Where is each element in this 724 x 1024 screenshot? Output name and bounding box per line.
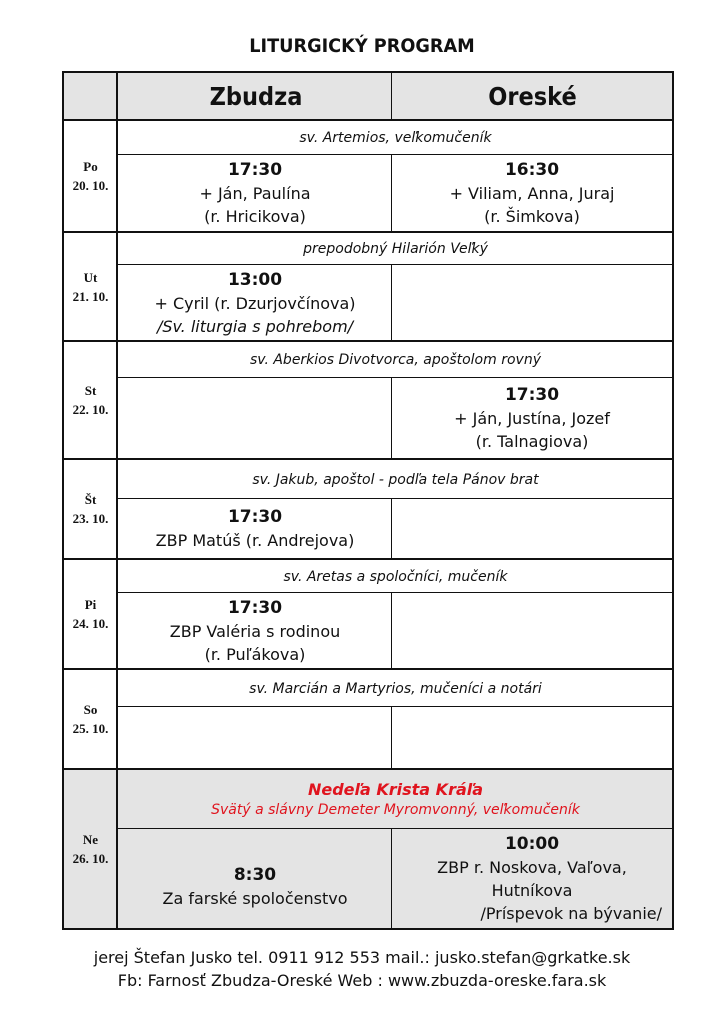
feast-divider: [117, 592, 672, 593]
mass-time: 10:00: [504, 833, 560, 854]
mass-time: 16:30: [504, 160, 560, 180]
mass-intention: ZBP Matúš (r. Andrejova): [155, 531, 355, 550]
column-divider: [391, 592, 392, 669]
mass-intention: + Cyril (r. Dzurjovčínova): [154, 293, 356, 313]
row-divider: [64, 668, 672, 670]
mass-cell-zbudza: [119, 829, 391, 936]
feast-title: sv. Aberkios Divotvorca, apoštolom rovný: [250, 352, 541, 368]
feast-cell: [119, 671, 672, 706]
header-column-divider: [391, 73, 392, 120]
mass-intention: ZBP Valéria s rodinou: [169, 621, 341, 641]
day-cell: [64, 232, 117, 341]
feast-cell: [119, 561, 672, 592]
web-line: Fb: Farnosť Zbudza-Oreské Web : www.zbuzda-oreske.fara.sk: [117, 971, 607, 990]
feast-title: Nedeľa Krista Kráľa: [307, 779, 484, 799]
mass-cell-oreske: [392, 593, 672, 669]
day-date: 23. 10.: [72, 511, 109, 526]
mass-time: 17:30: [227, 507, 283, 527]
feast-title: sv. Marcián a Martyrios, mučeníci a notári: [249, 680, 542, 697]
mass-note: /Sv. liturgia s pohrebom/: [156, 316, 354, 336]
feast-title: sv. Jakub, apoštol - podľa tela Pánov brat: [252, 471, 539, 488]
feast-divider: [117, 264, 672, 265]
mass-intention: (r. Šimkova): [484, 207, 580, 226]
day-date: 22. 10.: [72, 402, 109, 417]
mass-intention: Za farské spoločenstvo: [162, 888, 348, 908]
day-cell: [64, 341, 117, 459]
column-divider: [391, 377, 392, 459]
row-divider: [64, 558, 672, 560]
day-abbrev: St: [84, 383, 97, 398]
contact-line: jerej Štefan Jusko tel. 0911 912 553 mail.: jusko.stefan@grkatke.sk: [93, 948, 631, 967]
mass-cell-oreske: [392, 265, 672, 341]
column-divider: [391, 154, 392, 232]
mass-intention: (r. Hricikova): [204, 207, 306, 226]
mass-cell-oreske: [392, 707, 672, 769]
mass-time: 8:30: [233, 864, 277, 885]
day-date: 25. 10.: [72, 721, 109, 736]
day-abbrev: Pi: [84, 597, 97, 612]
feast-divider: [117, 377, 672, 378]
mass-time: 17:30: [227, 597, 283, 618]
mass-time: 17:30: [227, 160, 283, 180]
mass-intention: (r. Talnagiova): [475, 432, 589, 451]
feast-cell: [119, 122, 672, 154]
liturgy-table: [62, 71, 674, 930]
column-divider: [391, 706, 392, 769]
mass-cell-zbudza: [119, 265, 391, 341]
day-abbrev: Št: [84, 492, 97, 507]
column-header-zbudza: Zbudza: [209, 82, 303, 111]
day-date: 20. 10.: [72, 178, 109, 193]
mass-note: /Príspevok na bývanie/: [480, 903, 662, 923]
day-date: 24. 10.: [72, 616, 109, 631]
day-cell: [64, 669, 117, 769]
mass-cell-zbudza: [119, 707, 391, 769]
feast-cell: [119, 771, 672, 828]
day-date: 21. 10.: [72, 288, 109, 304]
mass-cell-zbudza: [119, 593, 391, 669]
feast-divider: [117, 154, 672, 155]
mass-intention: Hutníkova: [491, 880, 573, 900]
day-cell: [64, 120, 117, 232]
row-divider: [64, 231, 672, 233]
day-abbrev: So: [83, 702, 98, 717]
column-divider: [391, 828, 392, 928]
mass-intention: ZBP r. Noskova, Vaľova,: [437, 857, 627, 877]
row-divider: [64, 340, 672, 342]
row-divider: [64, 458, 672, 460]
mass-time: 17:30: [504, 385, 560, 405]
feast-cell: [119, 461, 672, 498]
feast-divider: [117, 498, 672, 499]
mass-cell-oreske: [392, 155, 672, 232]
feast-cell: [119, 343, 672, 377]
mass-cell-oreske: [392, 378, 672, 459]
row-divider: [64, 768, 672, 770]
feast-cell: [119, 234, 672, 264]
mass-intention: + Ján, Justína, Jozef: [454, 409, 610, 428]
mass-cell-zbudza: [119, 155, 391, 232]
day-abbrev: Ne: [82, 831, 99, 847]
feast-divider: [117, 706, 672, 707]
feast-divider: [117, 828, 672, 829]
column-divider: [391, 498, 392, 559]
column-header-oreske: Oreské: [488, 82, 577, 111]
mass-intention: (r. Puľákova): [204, 644, 306, 664]
day-cell: [64, 459, 117, 559]
date-column-divider: [116, 73, 118, 928]
column-divider: [391, 264, 392, 341]
day-abbrev: Po: [83, 159, 98, 174]
feast-title: sv. Aretas a spoločníci, mučeník: [283, 568, 508, 585]
mass-cell-oreske: [392, 829, 672, 928]
mass-cell-zbudza: [119, 378, 391, 459]
day-abbrev: Ut: [83, 269, 98, 285]
day-cell: [64, 769, 117, 928]
page-title: LITURGICKÝ PROGRAM: [249, 35, 475, 57]
feast-title: sv. Artemios, veľkomučeník: [299, 130, 492, 146]
mass-time: 13:00: [227, 269, 283, 290]
mass-cell-zbudza: [119, 499, 391, 559]
mass-cell-oreske: [392, 499, 672, 559]
mass-intention: + Viliam, Anna, Juraj: [449, 184, 615, 203]
mass-intention: + Ján, Paulína: [199, 184, 311, 203]
day-date: 26. 10.: [72, 850, 109, 866]
feast-subtitle: Svätý a slávny Demeter Myromvonný, veľkomučeník: [211, 801, 580, 818]
day-cell: [64, 559, 117, 669]
row-divider: [64, 119, 672, 121]
feast-title: prepodobný Hilarión Veľký: [303, 241, 488, 257]
